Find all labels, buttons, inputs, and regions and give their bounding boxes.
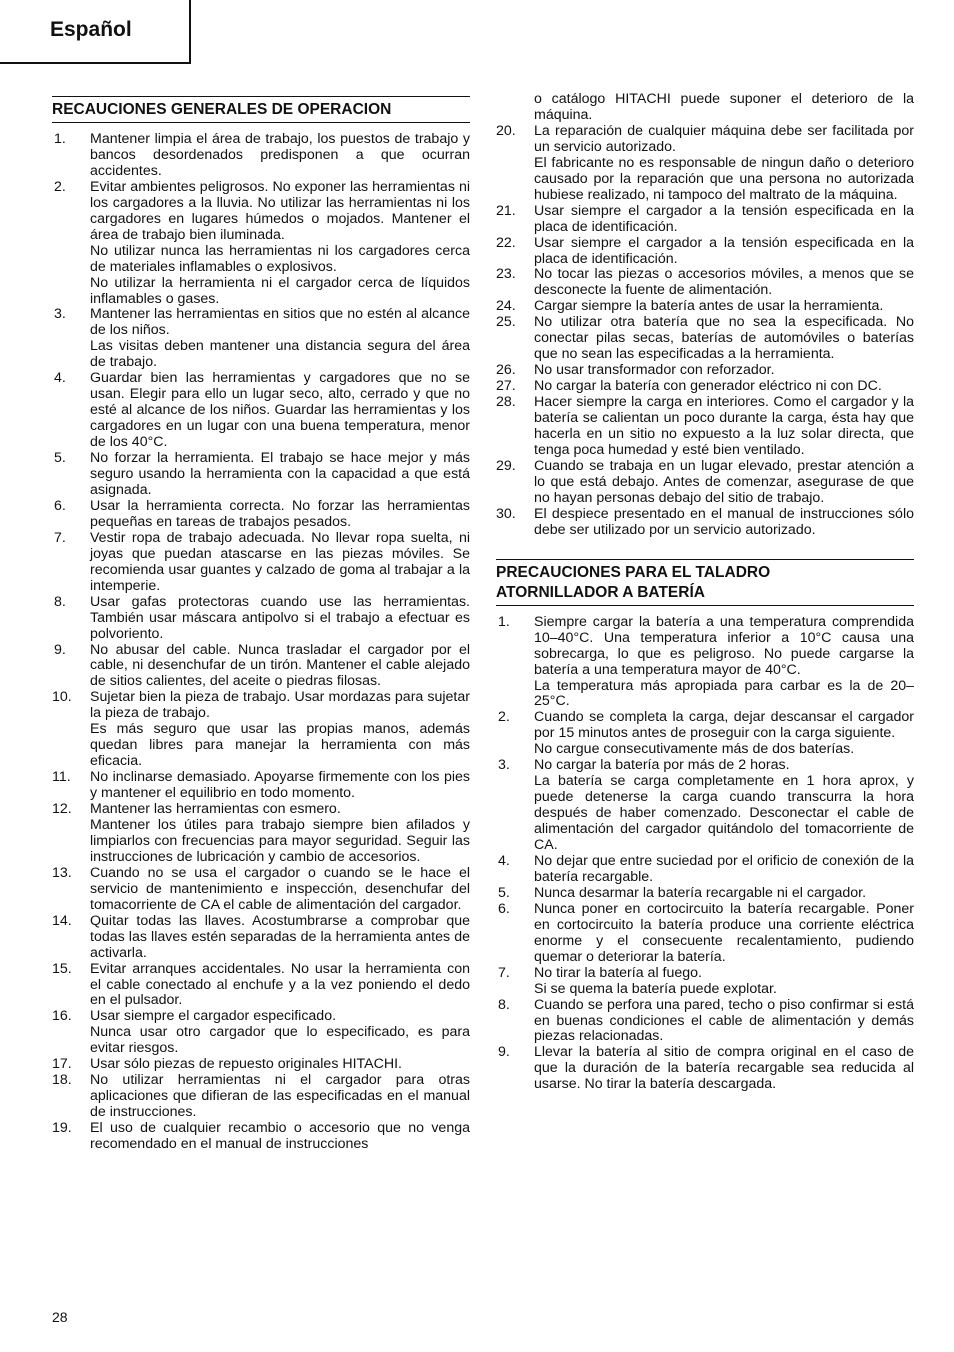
item-text (90, 307, 470, 371)
item-number: 29. (496, 457, 516, 474)
item-number: 18. (52, 1072, 72, 1089)
list-item (52, 643, 470, 691)
list-item (52, 690, 470, 770)
general-precautions-list-continued (496, 124, 914, 539)
item-text (90, 371, 470, 451)
item-text (90, 595, 470, 643)
item-number: 3. (498, 757, 510, 774)
item-text (534, 886, 914, 902)
item-number: 6. (498, 900, 510, 917)
item-paragraph: No cargue consecutivamente más de dos baterías. (534, 741, 855, 758)
item-paragraph: No abusar del cable. Nunca trasladar el cargador por el cable, ni desenchufar de un tirón. Mantener el cable alejado de sitios calientes, del aceite o piedras filosas. (90, 641, 470, 690)
item-number: 12. (52, 801, 72, 818)
item-paragraph: Mantener los útiles para trabajo siempre bien afilados y limpiarlos con frecuencias para mayor seguridad. Seguir las instrucciones de lubricación y cambio de accesorios. (90, 816, 470, 865)
list-item (496, 507, 914, 539)
item-paragraph: No usar transformador con reforzador. (534, 362, 775, 379)
item-paragraph: El uso de cualquier recambio o accesorio que no venga recomendado en el manual de instrucciones (90, 1120, 470, 1153)
section-heading-general: RECAUCIONES GENERALES DE OPERACION (52, 96, 470, 123)
item-number: 27. (496, 378, 516, 395)
item-number: 7. (54, 529, 66, 546)
item-number: 22. (496, 234, 516, 251)
item-text (90, 962, 470, 1010)
item-paragraph: Nunca desarmar la batería recargable ni el cargador. (534, 884, 867, 901)
language-label: Español (50, 18, 132, 41)
item-text (534, 507, 914, 539)
item-paragraph: Usar gafas protectoras cuando use las herramientas. También usar máscara antipolvo si el trabajo a efectuar es polvoriento. (90, 593, 470, 642)
item-text (534, 395, 914, 459)
item-text (90, 499, 470, 531)
item-paragraph: No cargar la batería por más de 2 horas. (534, 757, 790, 774)
item-text (90, 643, 470, 691)
item-paragraph: Mantener las herramientas con esmero. (90, 801, 341, 818)
list-item (52, 531, 470, 595)
item-paragraph: La batería se carga completamente en 1 hora aprox, y puede detenerse la carga cuando transcurra la hora después de haber comenzado. Desconectar el cable de alimentación del cargador quitándolo del tomacorriente de CA. (534, 773, 914, 854)
item-number: 10. (52, 689, 72, 706)
item-text (534, 902, 914, 966)
item-number: 15. (52, 960, 72, 977)
item-paragraph: Evitar arranques accidentales. No usar la herramienta con el cable conectado al enchufe y a la vez poniendo el dedo en el pulsador. (90, 960, 470, 1009)
list-item (52, 1121, 470, 1153)
item-text (534, 299, 914, 315)
item-number: 11. (52, 769, 71, 786)
item-paragraph: Siempre cargar la batería a una temperatura comprendida 10–40°C. Una temperatura inferior a 10°C causa una sobrecarga, lo que es peligroso. No puede cargarse la batería a una temperatura mayor de 40°C. (534, 613, 914, 678)
item-paragraph: Si se quema la batería puede explotar. (534, 980, 777, 997)
list-item (496, 204, 914, 236)
list-item (52, 802, 470, 866)
item-paragraph: Quitar todas las llaves. Acostumbrarse a comprobar que todas las llaves estén separadas de la herramienta antes de activarla. (90, 912, 470, 961)
item-paragraph: Cuando se completa la carga, dejar descansar el cargador por 15 minutos antes de proseguir con la carga siguiente. (534, 709, 914, 742)
item-text (90, 1057, 470, 1073)
list-item (496, 459, 914, 507)
item-number: 2. (54, 178, 66, 195)
item-paragraph: Usar siempre el cargador a la tensión especificada en la placa de identificación. (534, 234, 914, 267)
item-text (534, 236, 914, 268)
item-paragraph: Usar la herramienta correcta. No forzar las herramientas pequeñas en tareas de trabajos pesados. (90, 497, 470, 530)
item-number: 8. (54, 593, 66, 610)
item-text (90, 180, 470, 308)
item-number: 24. (496, 298, 516, 315)
item-number: 17. (52, 1056, 72, 1073)
item-paragraph: Las visitas deben mantener una distancia segura del área de trabajo. (90, 338, 470, 371)
item-number: 5. (54, 450, 66, 467)
item-text (534, 854, 914, 886)
item-number: 7. (498, 964, 510, 981)
left-column (52, 96, 470, 1153)
list-item (496, 710, 914, 758)
item-paragraph: Evitar ambientes peligrosos. No exponer las herramientas ni los cargadores a la lluvia. No utilizar las herramientas ni los cargadores en lugares húmedos o mojados. Mantener el área de trabajo bien iluminada. (90, 178, 470, 243)
item-text (90, 132, 470, 180)
list-item (52, 770, 470, 802)
list-item (52, 1073, 470, 1121)
continued-text: o catálogo HITACHI puede suponer el deterioro de la máquina. (534, 91, 914, 123)
item-paragraph: No utilizar otra batería que no sea la especificada. No conectar pilas secas, baterías de automóviles o baterías que no sean las especificadas a la herramienta. (534, 314, 914, 363)
item-paragraph: Cargar siempre la batería antes de usar la herramienta. (534, 298, 884, 315)
item-text (90, 802, 470, 866)
item-text (90, 770, 470, 802)
item-number: 30. (496, 505, 516, 522)
item-paragraph: No cargar la batería con generador eléctrico ni con DC. (534, 378, 882, 395)
item-paragraph: No tocar las piezas o accesorios móviles, a menos que se desconecte la fuente de alimentación. (534, 266, 914, 299)
list-item (496, 379, 914, 395)
item-paragraph: No forzar la herramienta. El trabajo se hace mejor y más seguro usando la herramienta con la capacidad a que está asignada. (90, 450, 470, 498)
item-number: 28. (496, 394, 516, 411)
list-item (52, 499, 470, 531)
item-text (90, 1009, 470, 1057)
item-paragraph: Es más seguro que usar las propias manos, además quedan libres para manejar la herramienta con más eficacia. (90, 721, 470, 770)
list-item (496, 236, 914, 268)
item-paragraph: Usar sólo piezas de repuesto originales HITACHI. (90, 1056, 402, 1073)
page-number: 28 (52, 1309, 68, 1325)
item-number: 1. (54, 131, 66, 147)
item-paragraph: Nunca usar otro cargador que lo especificado, es para evitar riesgos. (90, 1024, 470, 1057)
right-column (496, 92, 914, 1093)
item-paragraph: Guardar bien las herramientas y cargadores que no se usan. Elegir para ello un lugar seco, alto, cerrado y que no esté al alcance de los niños. Guardar las herramientas y los cargadores en un lugar con una buena temperatura, menor de los 40°C. (90, 370, 470, 451)
item-text (90, 531, 470, 595)
list-item (52, 962, 470, 1010)
item-paragraph: La reparación de cualquier máquina debe ser facilitada por un servicio autorizado. (534, 122, 914, 155)
item-text (90, 1121, 470, 1153)
item-text (534, 998, 914, 1046)
list-item (52, 914, 470, 962)
item-number: 23. (496, 266, 516, 283)
section-spacer (496, 539, 914, 559)
item-paragraph: No utilizar la herramienta ni el cargador cerca de líquidos inflamables o gases. (90, 274, 470, 307)
section-heading-battery (496, 559, 914, 606)
list-item (496, 758, 914, 854)
item-paragraph: Usar siempre el cargador a la tensión especificada en la placa de identificación. (534, 202, 914, 235)
item-number: 20. (496, 122, 516, 139)
list-item (496, 395, 914, 459)
item-paragraph: Usar siempre el cargador especificado. (90, 1008, 337, 1025)
item-number: 14. (52, 912, 72, 929)
item-paragraph: Llevar la batería al sitio de compra original en el caso de que la duración de la batería recargable sea reducida al usarse. No tirar la batería descargada. (534, 1044, 914, 1093)
list-item (496, 299, 914, 315)
item-text (534, 459, 914, 507)
list-item (496, 615, 914, 711)
item-text (534, 758, 914, 854)
list-item (496, 998, 914, 1046)
item-number: 9. (54, 641, 66, 658)
item-text (534, 1045, 914, 1093)
item-paragraph: No utilizar herramientas ni el cargador para otras aplicaciones que difieran de las especificadas en el manual de instrucciones. (90, 1072, 470, 1121)
item-text (534, 363, 914, 379)
item-text (534, 379, 914, 395)
item-text (90, 914, 470, 962)
list-item (496, 1045, 914, 1093)
item-paragraph: Cuando se trabaja en un lugar elevado, prestar atención a lo que está debajo. Antes de comenzar, asegurase de que no hayan personas debajo del sitio de trabajo. (534, 457, 914, 506)
item-number: 19. (52, 1120, 72, 1137)
item-paragraph: Hacer siempre la carga en interiores. Como el cargador y la batería se calientan un poco durante la carga, ésta hay que hacerla en un sitio no expuesto a la luz solar directa, que tenga poca humedad y esté bien ventilado. (534, 394, 914, 458)
item-number: 5. (498, 884, 510, 901)
section-heading-battery-line1: PRECAUCIONES PARA EL TALADRO (496, 563, 771, 581)
item-number: 8. (498, 996, 510, 1013)
list-item (52, 307, 470, 371)
item-number: 16. (52, 1008, 72, 1025)
item-number: 1. (498, 613, 510, 630)
item-paragraph: No tirar la batería al fuego. (534, 964, 702, 981)
item-text (534, 710, 914, 758)
item-paragraph: No utilizar nunca las herramientas ni los cargadores cerca de materiales inflamables o explosivos. (90, 242, 470, 275)
list-item (496, 363, 914, 379)
list-item (496, 854, 914, 886)
item-paragraph: No inclinarse demasiado. Apoyarse firmemente con los pies y mantener el equilibrio en todo momento. (90, 769, 470, 802)
item-text (534, 267, 914, 299)
item-number: 9. (498, 1044, 510, 1061)
list-item (52, 1009, 470, 1057)
battery-precautions-list (496, 615, 914, 1094)
list-item (496, 886, 914, 902)
item-number: 3. (54, 306, 66, 323)
item-paragraph: Cuando no se usa el cargador o cuando se le hace el servicio de mantenimiento e inspección, desenchufar del tomacorriente de CA el cable de alimentación del cargador. (90, 864, 470, 913)
list-item (52, 866, 470, 914)
item-paragraph: Vestir ropa de trabajo adecuada. No llevar ropa suelta, ni joyas que puedan atascarse en las piezas móviles. Se recomienda usar guantes y calzado de goma al trabajar a la intemperie. (90, 529, 470, 594)
list-item (496, 267, 914, 299)
item-text (534, 315, 914, 363)
item-text (90, 451, 470, 499)
item-text (534, 615, 914, 711)
item-number: 25. (496, 314, 516, 331)
item-number: 4. (498, 852, 510, 869)
item-number: 21. (496, 202, 516, 219)
item-paragraph: Sujetar bien la pieza de trabajo. Usar mordazas para sujetar la pieza de trabajo. (90, 689, 470, 722)
item-text (534, 966, 914, 998)
item-paragraph: Mantener las herramientas en sitios que no estén al alcance de los niños. (90, 306, 470, 339)
item-number: 6. (54, 497, 66, 514)
item-paragraph: Mantener limpia el área de trabajo, los puestos de trabajo y bancos desordenados predisponen a que ocurran accidentes. (90, 131, 470, 179)
list-item (496, 966, 914, 998)
item-paragraph: El despiece presentado en el manual de instrucciones sólo debe ser utilizado por un servicio autorizado. (534, 505, 914, 538)
list-item (52, 451, 470, 499)
item-text (90, 1073, 470, 1121)
list-item (52, 595, 470, 643)
item-paragraph: La temperatura más apropiada para carbar es la de 20–25°C. (534, 677, 914, 710)
list-item (52, 180, 470, 308)
item-number: 13. (52, 864, 72, 881)
language-tab (0, 0, 191, 64)
general-precautions-list (52, 132, 470, 1153)
item-number: 2. (498, 709, 510, 726)
list-item (496, 315, 914, 363)
item-text (534, 124, 914, 204)
list-item (496, 902, 914, 966)
list-item (52, 371, 470, 451)
item-paragraph: No dejar que entre suciedad por el orificio de conexión de la batería recargable. (534, 852, 914, 885)
section-heading-battery-line2: ATORNILLADOR A BATERÍA (496, 583, 705, 601)
item-text (90, 690, 470, 770)
item-number: 26. (496, 362, 516, 379)
item-paragraph: Cuando se perfora una pared, techo o piso confirmar si está en buenas condiciones el cable de alimentación y demás piezas relacionadas. (534, 996, 914, 1045)
item-text (90, 866, 470, 914)
item-text (534, 204, 914, 236)
list-item (496, 124, 914, 204)
item-number: 4. (54, 370, 66, 387)
list-item (52, 132, 470, 180)
item-paragraph: El fabricante no es responsable de ningun daño o deterioro causado por la reparación que una persona no autorizada hubiese realizado, ni tampoco del maltrato de la máquina. (534, 154, 914, 203)
item-paragraph: Nunca poner en cortocircuito la batería recargable. Poner en cortocircuito la batería produce una corriente eléctrica enorme y el consecuente recalentamiento, pudiendo quemar o deteriorar la batería. (534, 900, 914, 965)
list-item (52, 1057, 470, 1073)
